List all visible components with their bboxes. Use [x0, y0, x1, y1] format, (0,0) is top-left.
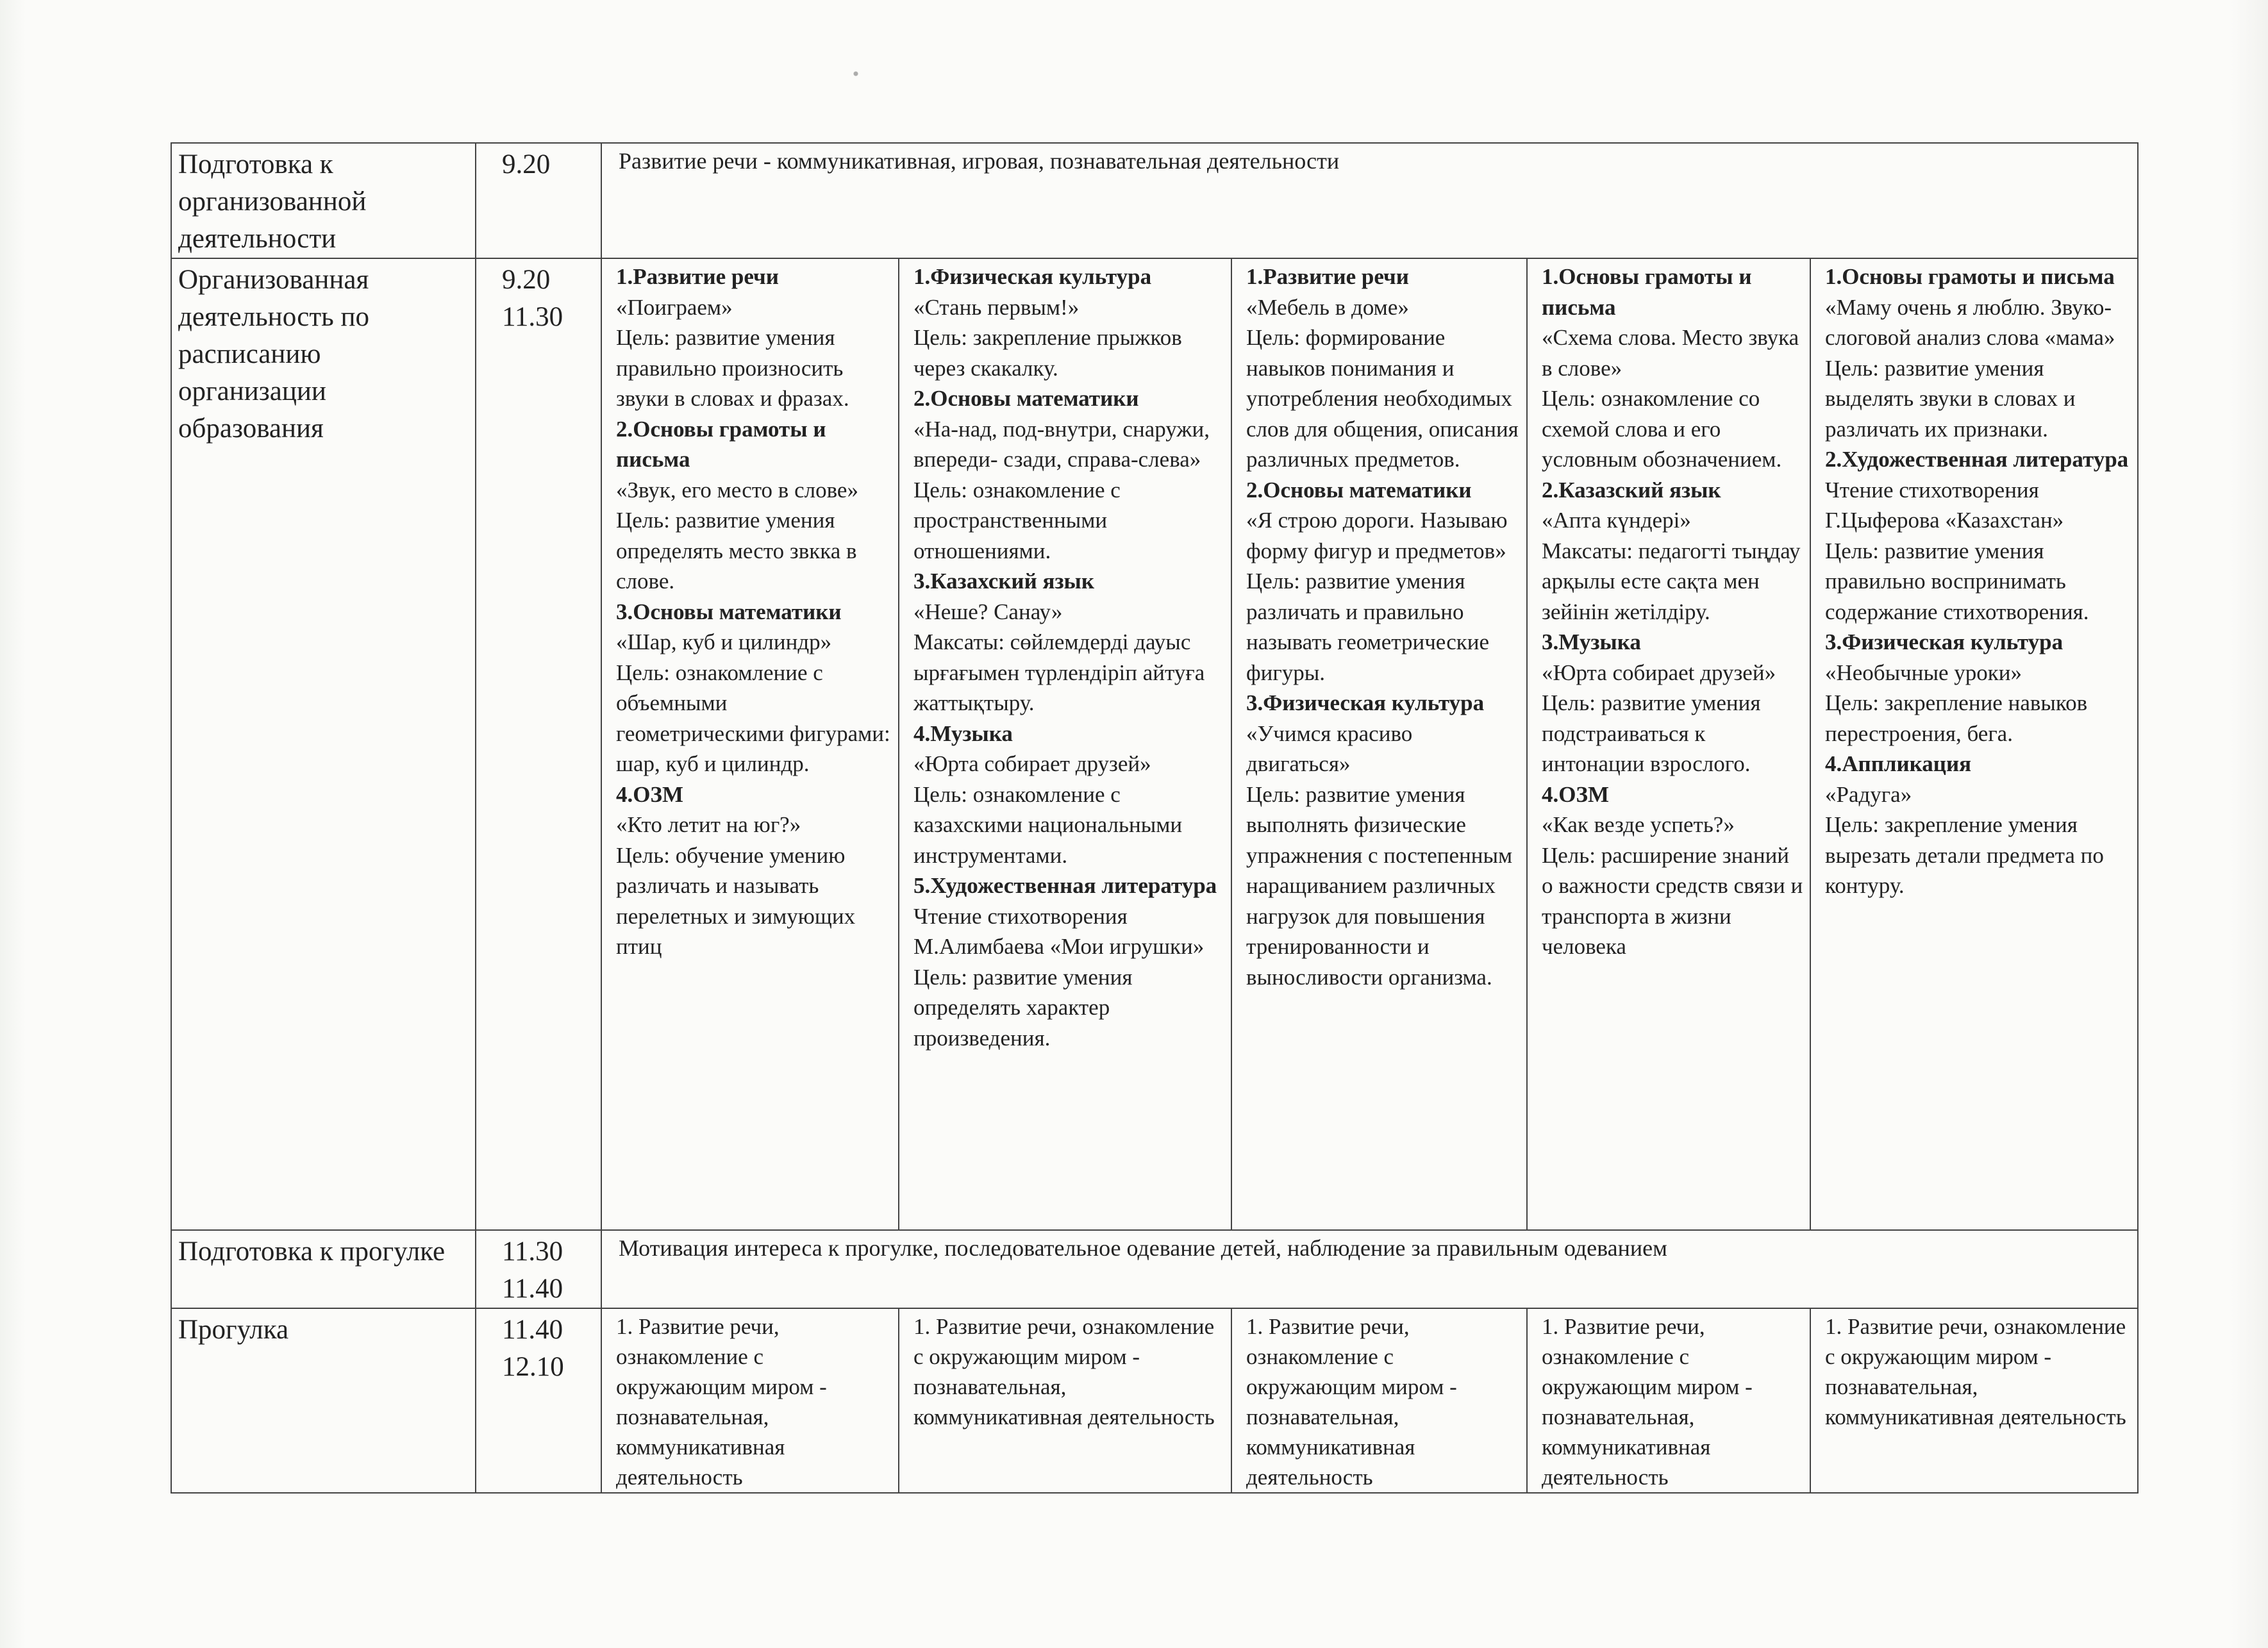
time-start: 11.40 — [502, 1315, 563, 1345]
activity-goal: Цель: развитие умения определять характер произведения. — [913, 964, 1133, 1051]
activity-topic: «Поиграем» — [616, 294, 733, 320]
activity-topic: «Юрта собирает друзей» — [913, 751, 1151, 776]
activity-topic: «На-над, под-внутри, снаружи, впереди- сзади, справа-слева» — [913, 416, 1210, 472]
activity-topic: «Как везде успеть?» — [1542, 812, 1735, 837]
activity-title: 1.Основы грамоты и письма — [1825, 264, 2115, 289]
activity-title: 2.Казазский язык — [1542, 477, 1721, 503]
activity-goal: Цель: развитие умения подстраиваться к интонации взрослого. — [1542, 690, 1761, 776]
day-cell — [1527, 258, 1810, 1230]
activity-title: 4.ОЗМ — [616, 781, 683, 807]
activity-topic: «Маму очень я люблю. Звуко-слоговой анализ слова «мама» — [1825, 294, 2115, 350]
scan-speck — [851, 61, 860, 87]
activity-title: 3.Основы математики — [616, 599, 842, 624]
activity-goal: Максаты: сөйлемдерді дауыс ырғағымен түрлендіріп айтуға жаттықтыру. — [913, 629, 1205, 715]
activity-title: 5.Художественная литература — [913, 873, 1217, 898]
row-merged-text: Развитие речи - коммуникативная, игровая, познавательная деятельности — [601, 143, 2138, 258]
activity-topic: «Шар, куб и цилиндр» — [616, 629, 832, 654]
time-end: 11.30 — [502, 302, 563, 332]
activity-topic: «Схема слова. Место звука в слове» — [1542, 325, 1799, 381]
activity-topic: «Апта күндері» — [1542, 508, 1691, 533]
activity-topic: «Я строю дороги. Называю форму фигур и предметов» — [1246, 508, 1508, 563]
activity-title: 2.Основы математики — [913, 386, 1139, 411]
activity-goal: Цель: ознакомление со схемой слова и его условным обозначением. — [1542, 386, 1782, 472]
activity-topic: «Радуга» — [1825, 781, 1912, 807]
activity-goal: Цель: ознакомление с объемными геометрическими фигурами: шар, куб и цилиндр. — [616, 660, 890, 776]
activity-goal: Цель: обучение умению различать и называть перелетных и зимующих птиц — [616, 842, 856, 959]
row-label: Организованная деятельность по расписанию организации образования — [171, 258, 476, 1230]
activity-topic: «Учимся красиво двигаться» — [1246, 720, 1413, 776]
activity-topic: «Мебель в доме» — [1246, 294, 1409, 320]
activity-topic: «Стань первым!» — [913, 294, 1080, 320]
activity-goal: Цель: закрепление умения вырезать детали предмета по контуру. — [1825, 812, 2104, 898]
activity-goal: Цель: развитие умения выполнять физические упражнения с постепенным наращиванием различных нагрузок для повышения тренированности и выносливости организма. — [1246, 781, 1513, 990]
activity-topic: «Необычные уроки» — [1825, 660, 2022, 685]
walk-cell: 1. Развитие речи, ознакомление с окружающим миром - познавательная, коммуникативная деятельность — [601, 1308, 899, 1493]
row-time: 9.20 — [476, 143, 601, 258]
activity-goal: Цель: ознакомление с казахскими национальными инструментами. — [913, 781, 1183, 868]
day-cell — [1810, 258, 2138, 1230]
activity-goal: Цель: развитие умения правильно воспринимать содержание стихотворения. — [1825, 538, 2089, 624]
activity-title: 1.Основы грамоты и письма — [1542, 264, 1752, 320]
activity-goal: Цель: расширение знаний о важности средств связи и транспорта в жизни человека — [1542, 842, 1803, 959]
time-start: 11.30 — [502, 1236, 563, 1267]
activity-title: 4.Музыка — [913, 720, 1013, 746]
activity-title: 2.Художественная литература — [1825, 447, 2129, 472]
activity-title: 4.ОЗМ — [1542, 781, 1609, 807]
activity-topic: «Кто летит на юг?» — [616, 812, 801, 837]
activity-title: 4.Аппликация — [1825, 751, 1972, 776]
activity-title: 1.Физическая культура — [913, 264, 1152, 289]
row-time — [476, 1230, 601, 1308]
walk-cell: 1. Развитие речи, ознакомление с окружающим миром - познавательная, коммуникативная деятельность — [1810, 1308, 2138, 1493]
walk-cell: 1. Развитие речи, ознакомление с окружающим миром - познавательная, коммуникативная деятельность — [1527, 1308, 1810, 1493]
row-label: Подготовка к прогулке — [171, 1230, 476, 1308]
activity-topic: «Неше? Санау» — [913, 599, 1063, 624]
table-row — [171, 143, 2138, 258]
activity-title: 1.Развитие речи — [1246, 264, 1409, 289]
schedule-table — [171, 142, 2139, 1494]
walk-cell: 1. Развитие речи, ознакомление с окружающим миром - познавательная, коммуникативная деятельность — [1231, 1308, 1527, 1493]
activity-title: 2.Основы грамоты и письма — [616, 416, 826, 472]
activity-goal: Цель: формирование навыков понимания и употребления необходимых слов для общения, описания различных предметов. — [1246, 325, 1519, 472]
activity-goal: Цель: закрепление навыков перестроения, бега. — [1825, 690, 2088, 746]
row-merged-text: Мотивация интереса к прогулке, последовательное одевание детей, наблюдение за правильным одеванием — [601, 1230, 2138, 1308]
time-end: 11.40 — [502, 1274, 563, 1304]
row-time — [476, 258, 601, 1230]
day-cell — [899, 258, 1231, 1230]
activity-goal: Цель: ознакомление с пространственными отношениями. — [913, 477, 1121, 563]
activity-title: 1.Развитие речи — [616, 264, 779, 289]
activity-goal: Цель: развитие умения выделять звуки в словах и различать их признаки. — [1825, 355, 2076, 442]
time-end: 12.10 — [502, 1352, 564, 1382]
table-row — [171, 258, 2138, 1230]
activity-goal: Цель: развитие умения правильно произносить звуки в словах и фразах. — [616, 325, 849, 411]
walk-cell: 1. Развитие речи, ознакомление с окружающим миром - познавательная, коммуникативная деятельность — [899, 1308, 1231, 1493]
row-time — [476, 1308, 601, 1493]
activity-topic: «Юрта собираеt друзей» — [1542, 660, 1776, 685]
activity-title: 3.Физическая культура — [1825, 629, 2064, 654]
activity-goal: Цель: развитие умения различать и правильно называть геометрические фигуры. — [1246, 569, 1490, 685]
row-label: Подготовка к организованной деятельности — [171, 143, 476, 258]
row-label: Прогулка — [171, 1308, 476, 1493]
activity-title: 3.Музыка — [1542, 629, 1641, 654]
time-start: 9.20 — [502, 265, 551, 295]
day-cell — [1231, 258, 1527, 1230]
activity-title: 3.Физическая культура — [1246, 690, 1485, 715]
activity-goal: Цель: развитие умения определять место звкка в слове. — [616, 508, 857, 594]
activity-topic: «Звук, его место в слове» — [616, 477, 858, 503]
activity-topic: Чтение стихотворения Г.Цыферова «Казахстан» — [1825, 477, 2064, 533]
activity-topic: Чтение стихотворения М.Алимбаева «Мои игрушки» — [913, 903, 1205, 959]
activity-title: 3.Казахский язык — [913, 569, 1094, 594]
table-row — [171, 1230, 2138, 1308]
activity-title: 2.Основы математики — [1246, 477, 1472, 503]
table-row — [171, 1308, 2138, 1493]
day-cell — [601, 258, 899, 1230]
activity-goal: Цель: закрепление прыжков через скакалку. — [913, 325, 1182, 381]
activity-goal: Максаты: педагогті тыңдау арқылы есте сақта мен зейінін жетілдіру. — [1542, 538, 1801, 624]
